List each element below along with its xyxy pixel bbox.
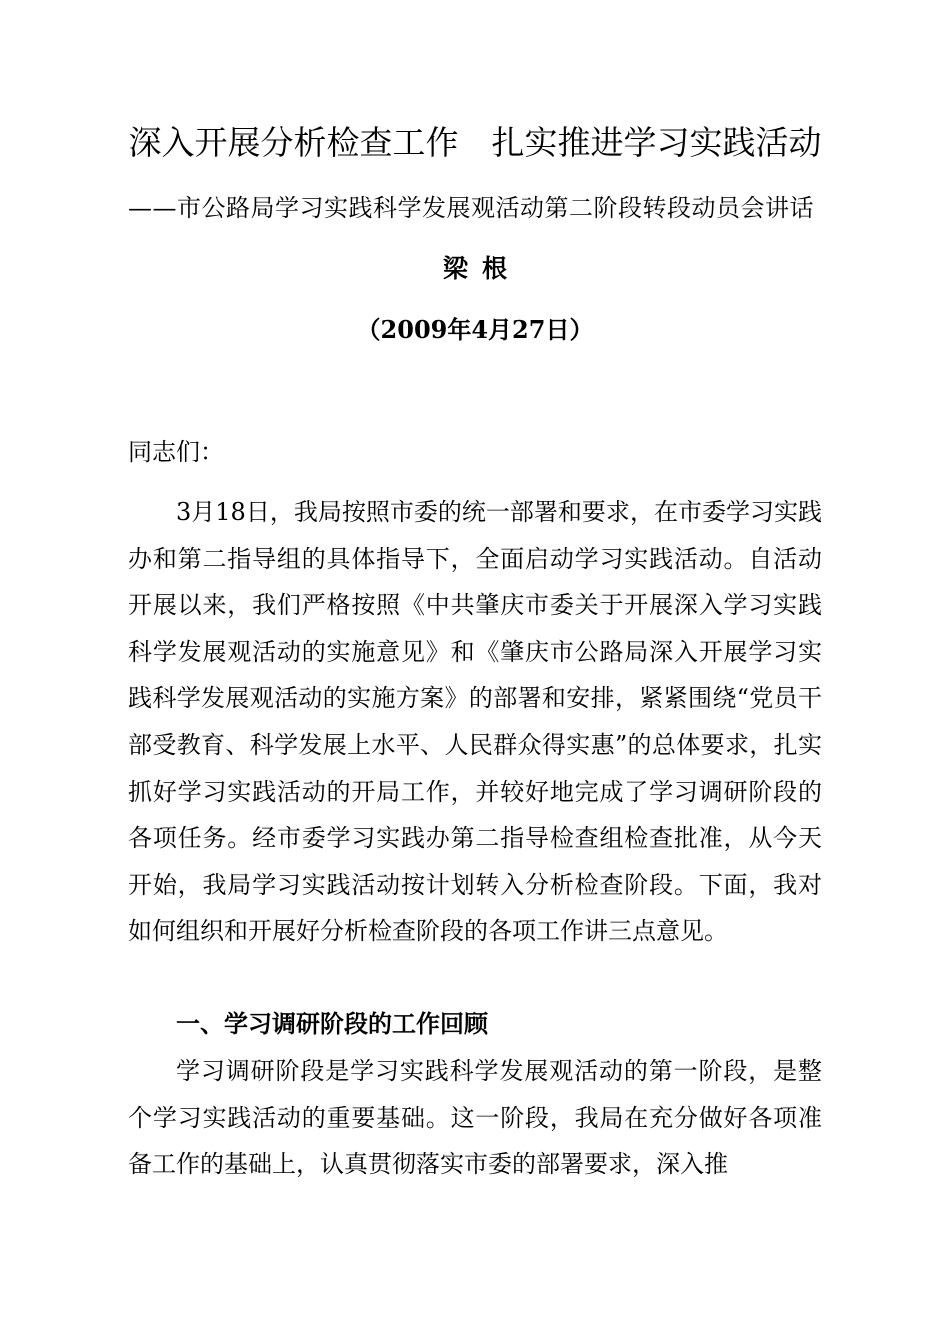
salutation: 同志们： bbox=[128, 438, 224, 466]
document-subtitle: ——市公路局学习实践科学发展观活动第二阶段转段动员会讲话 bbox=[128, 194, 814, 222]
section-heading: 一、学习调研阶段的工作回顾 bbox=[176, 1010, 488, 1038]
author-name: 梁根 bbox=[442, 254, 521, 283]
body-paragraph: 3月18日，我局按照市委的统一部署和要求，在市委学习实践办和第二指导组的具体指导下，全面启动学习实践活动。自活动开展以来，我们严格按照《中共肇庆市委关于开展深入学习实践科学发展观活动的实施意见》和《肇庆市公路局深入开展学习实践科学发展观活动的实施方案》的部署和安排，紧紧围绕“党员干部受教育、科学发展上水平、人民群众得实惠”的总体要求，扎实抓好学习实践活动的开局工作，并较好地完成了学习调研阶段的各项任务。经市委学习实践办第二指导检查组检查批准，从今天开始，我局学习实践活动按计划转入分析检查阶段。下面，我对如何组织和开展好分析检查阶段的各项工作讲三点意见。 bbox=[128, 498, 822, 946]
document-title: 深入开展分析检查工作 扎实推进学习实践活动 bbox=[128, 123, 822, 162]
section-paragraph: 学习调研阶段是学习实践科学发展观活动的第一阶段，是整个学习实践活动的重要基础。这一阶段，我局在充分做好各项准备工作的基础上，认真贯彻落实市委的部署要求，深入推 bbox=[128, 1057, 822, 1179]
speech-date: （2009年4月27日） bbox=[356, 315, 594, 344]
